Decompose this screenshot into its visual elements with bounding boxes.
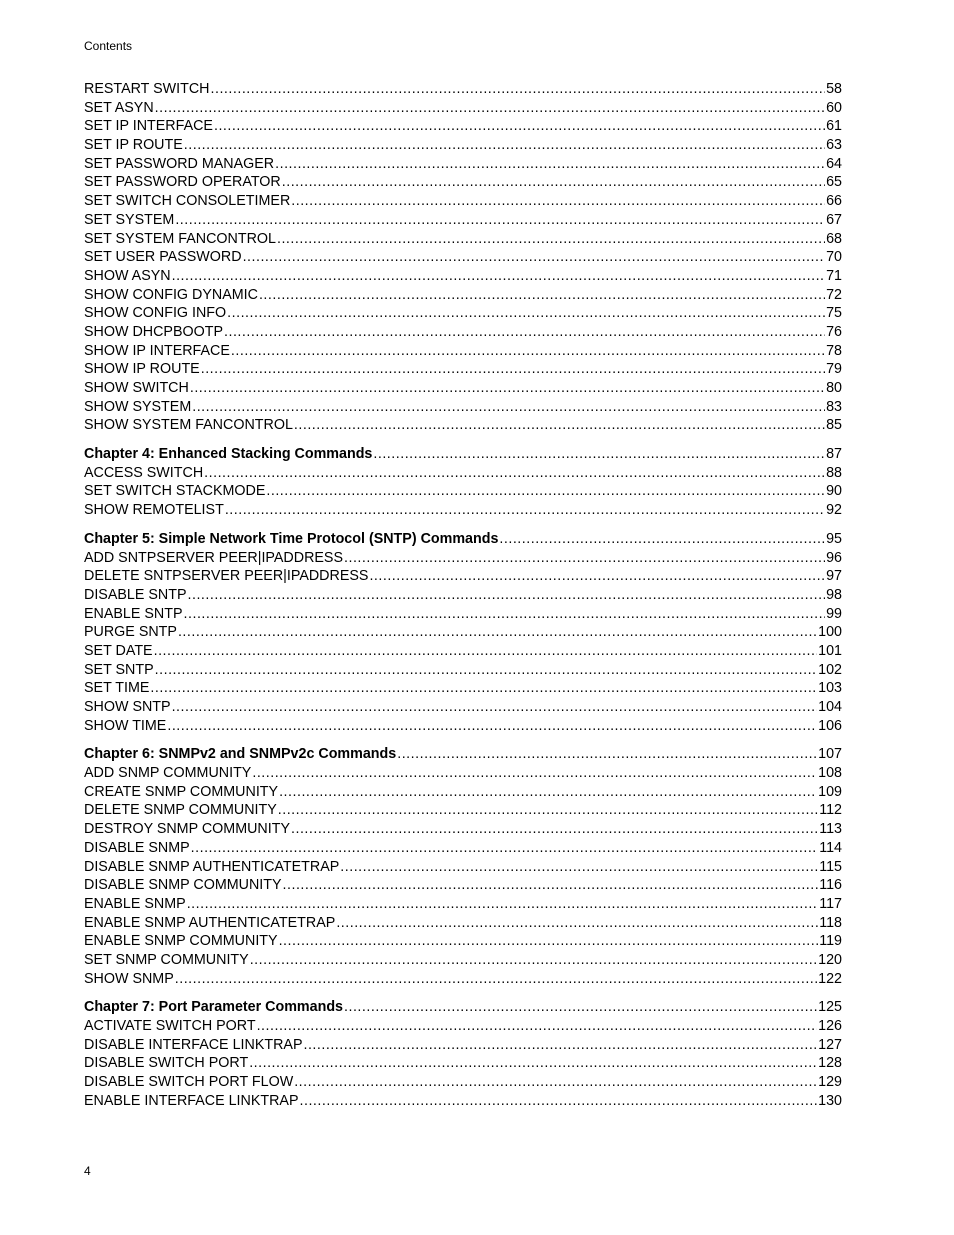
dot-leader (188, 586, 826, 605)
entry-title: SET IP INTERFACE (84, 118, 213, 135)
entry-title: ENABLE SNTP (84, 605, 183, 622)
entry-title: ENABLE SNMP (84, 895, 186, 912)
page-ref: 102 (818, 661, 842, 678)
dot-leader (252, 764, 817, 783)
page-ref: 70 (826, 249, 842, 266)
entry-title: SHOW SYSTEM (84, 398, 192, 415)
entry-title: DELETE SNTPSERVER PEER|IPADDRESS (84, 568, 369, 585)
entry-title: PURGE SNTP (84, 624, 177, 641)
page-ref: 78 (826, 342, 842, 359)
entry-title: SET SWITCH STACKMODE (84, 483, 266, 500)
entry-title: DELETE SNMP COMMUNITY (84, 802, 277, 819)
page-ref: 66 (826, 193, 842, 210)
dot-leader (275, 155, 825, 174)
dot-leader (154, 642, 818, 661)
toc-entry[interactable] (84, 895, 842, 914)
page-ref: 98 (826, 586, 842, 603)
toc-entry[interactable] (84, 914, 842, 933)
page-ref: 103 (818, 680, 842, 697)
page-ref: 85 (826, 417, 842, 434)
toc-entry[interactable] (84, 549, 842, 568)
toc-entry[interactable] (84, 342, 842, 361)
entry-title: ADD SNMP COMMUNITY (84, 765, 252, 782)
entry-title: ACTIVATE SWITCH PORT (84, 1018, 256, 1034)
dot-leader (336, 914, 818, 933)
entry-title: SHOW CONFIG INFO (84, 305, 227, 322)
entry-title: SET SWITCH CONSOLETIMER (84, 193, 291, 210)
dot-leader (225, 501, 825, 520)
dot-leader (243, 248, 826, 267)
dot-leader (259, 286, 825, 305)
dot-leader (279, 783, 817, 802)
chapter-title: Chapter 5: Simple Network Time Protocol (SNTP) Commands (84, 530, 499, 547)
page-ref: 117 (819, 895, 842, 912)
toc-entry[interactable] (84, 764, 842, 783)
entry-title: DISABLE SNMP (84, 839, 190, 856)
dot-leader (167, 717, 817, 736)
toc-entry[interactable] (84, 839, 842, 858)
page-ref: 127 (818, 1036, 842, 1053)
entry-title: ENABLE SNMP AUTHENTICATETRAP (84, 914, 336, 931)
entry-title: SHOW SWITCH (84, 380, 189, 396)
page-ref: 107 (818, 746, 842, 763)
entry-title: SET ASYN (84, 99, 154, 116)
page-ref: 101 (818, 642, 842, 659)
entry-title: DISABLE INTERFACE LINKTRAP (84, 1036, 303, 1053)
toc-chapter-heading[interactable] (84, 530, 842, 549)
toc-entry[interactable] (84, 304, 842, 323)
page-ref: 130 (818, 1092, 842, 1109)
entry-title: DISABLE SWITCH PORT FLOW (84, 1074, 294, 1091)
page-ref: 92 (826, 502, 842, 519)
toc-entry[interactable] (84, 192, 842, 211)
toc-entry[interactable] (84, 679, 842, 698)
toc-section (84, 998, 842, 1110)
dot-leader (283, 876, 819, 895)
toc-entry[interactable] (84, 464, 842, 483)
dot-leader (155, 661, 817, 680)
toc-entry[interactable] (84, 155, 842, 174)
entry-title: RESTART SWITCH (84, 81, 210, 97)
entry-title: DESTROY SNMP COMMUNITY (84, 821, 290, 838)
page-ref: 72 (826, 286, 842, 303)
dot-leader (227, 304, 825, 323)
page-ref: 71 (826, 267, 842, 284)
toc-entry[interactable] (84, 117, 842, 136)
dot-leader (201, 360, 825, 379)
toc-entry[interactable] (84, 783, 842, 802)
dot-leader (294, 1073, 817, 1092)
dot-leader (373, 445, 825, 464)
entry-title: SET TIME (84, 680, 150, 697)
page-ref: 113 (819, 821, 842, 838)
dot-leader (175, 970, 817, 989)
toc-entry[interactable] (84, 1073, 842, 1092)
toc-entry[interactable] (84, 267, 842, 286)
dot-leader (187, 895, 819, 914)
entry-title: DISABLE SNMP AUTHENTICATETRAP (84, 858, 340, 875)
toc-entry[interactable] (84, 1017, 842, 1036)
dot-leader (266, 482, 825, 501)
entry-title: SHOW ASYN (84, 267, 171, 284)
entry-title: SET USER PASSWORD (84, 249, 242, 266)
page-ref: 87 (826, 446, 842, 463)
dot-leader (175, 211, 825, 230)
chapter-title: Chapter 7: Port Parameter Commands (84, 999, 344, 1016)
toc-entry[interactable] (84, 801, 842, 820)
page-ref: 129 (818, 1074, 842, 1091)
dot-leader (249, 1054, 817, 1073)
page-ref: 80 (826, 380, 842, 396)
dot-leader (397, 745, 817, 764)
page-ref: 109 (818, 783, 842, 800)
entry-title: SHOW SNTP (84, 699, 171, 715)
entry-title: SET SNMP COMMUNITY (84, 951, 249, 968)
dot-leader (178, 623, 817, 642)
page-ref: 108 (818, 765, 842, 782)
dot-leader (184, 136, 825, 155)
toc-entry[interactable] (84, 858, 842, 877)
dot-leader (172, 698, 818, 717)
dot-leader (344, 998, 817, 1017)
dot-leader (291, 820, 818, 839)
dot-leader (150, 679, 817, 698)
toc-entry[interactable] (84, 136, 842, 155)
toc-entry[interactable] (84, 951, 842, 970)
page-ref: 122 (818, 970, 842, 987)
page-ref: 120 (818, 951, 842, 968)
page-ref: 116 (819, 877, 842, 894)
chapter-title: Chapter 4: Enhanced Stacking Commands (84, 446, 373, 463)
dot-leader (279, 932, 819, 951)
page-ref: 79 (826, 361, 842, 378)
entry-title: SHOW IP INTERFACE (84, 342, 230, 359)
page-ref: 125 (818, 999, 842, 1016)
page-ref: 61 (826, 118, 842, 135)
toc-section (84, 745, 842, 988)
entry-title: ACCESS SWITCH (84, 464, 204, 481)
dot-leader (344, 549, 825, 568)
entry-title: SET SNTP (84, 661, 154, 678)
toc-entry[interactable] (84, 416, 842, 435)
toc-entry[interactable] (84, 1092, 842, 1111)
toc-chapter-heading[interactable] (84, 445, 842, 464)
dot-leader (172, 267, 826, 286)
dot-leader (214, 117, 825, 136)
entry-title: SET DATE (84, 642, 153, 659)
page-ref: 118 (819, 914, 842, 931)
page-number: 4 (84, 1164, 91, 1178)
toc-entry[interactable] (84, 323, 842, 342)
dot-leader (155, 99, 825, 118)
entry-title: SET SYSTEM (84, 211, 175, 228)
entry-title: DISABLE SWITCH PORT (84, 1055, 249, 1072)
page-ref: 83 (826, 398, 842, 415)
dot-leader (340, 858, 818, 877)
chapter-title: Chapter 6: SNMPv2 and SNMPv2c Commands (84, 746, 397, 763)
dot-leader (291, 192, 825, 211)
page-ref: 100 (818, 624, 842, 641)
toc-section (84, 445, 842, 520)
toc-entry[interactable] (84, 360, 842, 379)
dot-leader (277, 230, 825, 249)
page-ref: 119 (819, 933, 842, 950)
entry-title: SHOW DHCPBOOTP (84, 323, 224, 340)
page-ref: 112 (819, 802, 842, 819)
dot-leader (231, 342, 825, 361)
toc-entry[interactable] (84, 501, 842, 520)
dot-leader (191, 839, 819, 858)
dot-leader (499, 530, 825, 549)
toc-entry[interactable] (84, 698, 842, 717)
page-ref: 126 (818, 1018, 842, 1034)
dot-leader (190, 379, 825, 398)
entry-title: SHOW TIME (84, 717, 167, 734)
dot-leader (369, 567, 825, 586)
toc-entry[interactable] (84, 876, 842, 895)
toc-entry[interactable] (84, 661, 842, 680)
toc-entry[interactable] (84, 642, 842, 661)
entry-title: SET SYSTEM FANCONTROL (84, 230, 276, 247)
dot-leader (192, 398, 825, 417)
dot-leader (257, 1017, 818, 1036)
page-ref: 68 (826, 230, 842, 247)
toc-entry[interactable] (84, 482, 842, 501)
page-ref: 88 (826, 464, 842, 481)
toc-entry[interactable] (84, 1036, 842, 1055)
dot-leader (204, 464, 825, 483)
page-ref: 128 (818, 1055, 842, 1072)
dot-leader (300, 1092, 818, 1111)
toc-entry[interactable] (84, 286, 842, 305)
entry-title: SET IP ROUTE (84, 137, 183, 154)
entry-title: ENABLE INTERFACE LINKTRAP (84, 1092, 299, 1109)
toc-entry[interactable] (84, 567, 842, 586)
toc-section (84, 80, 842, 435)
page-ref: 114 (819, 839, 842, 856)
entry-title: SHOW SYSTEM FANCONTROL (84, 417, 293, 434)
page-ref: 76 (826, 323, 842, 340)
page-ref: 58 (826, 81, 842, 97)
dot-leader (184, 605, 826, 624)
toc-entry[interactable] (84, 970, 842, 989)
page-ref: 97 (826, 568, 842, 585)
page-header: Contents (84, 39, 133, 53)
page-ref: 106 (818, 717, 842, 734)
toc-chapter-heading[interactable] (84, 998, 842, 1017)
toc-entry[interactable] (84, 248, 842, 267)
dot-leader (303, 1036, 817, 1055)
toc-entry[interactable] (84, 99, 842, 118)
page-ref: 60 (826, 99, 842, 116)
dot-leader (294, 416, 825, 435)
dot-leader (224, 323, 825, 342)
page-ref: 99 (826, 605, 842, 622)
dot-leader (278, 801, 818, 820)
page-ref: 104 (818, 699, 842, 715)
toc-entry[interactable] (84, 932, 842, 951)
toc-entry[interactable] (84, 173, 842, 192)
entry-title: SHOW SNMP (84, 970, 174, 987)
toc-entry[interactable] (84, 230, 842, 249)
entry-title: ADD SNTPSERVER PEER|IPADDRESS (84, 549, 344, 566)
entry-title: SHOW REMOTELIST (84, 502, 224, 519)
toc-chapter-heading[interactable] (84, 745, 842, 764)
table-of-contents (84, 80, 842, 1120)
page-ref: 96 (826, 549, 842, 566)
toc-section (84, 530, 842, 736)
dot-leader (250, 951, 817, 970)
entry-title: SET PASSWORD OPERATOR (84, 174, 281, 191)
page-ref: 95 (826, 530, 842, 547)
entry-title: DISABLE SNTP (84, 586, 187, 603)
page-ref: 115 (819, 858, 842, 875)
toc-entry[interactable] (84, 211, 842, 230)
toc-entry[interactable] (84, 820, 842, 839)
page-ref: 75 (826, 305, 842, 322)
dot-leader (211, 80, 826, 99)
toc-entry[interactable] (84, 1054, 842, 1073)
toc-entry[interactable] (84, 379, 842, 398)
dot-leader (282, 173, 825, 192)
toc-entry[interactable] (84, 623, 842, 642)
entry-title: CREATE SNMP COMMUNITY (84, 783, 279, 800)
page-ref: 67 (826, 211, 842, 228)
entry-title: SHOW IP ROUTE (84, 361, 200, 378)
entry-title: SET PASSWORD MANAGER (84, 155, 275, 172)
toc-entry[interactable] (84, 586, 842, 605)
entry-title: ENABLE SNMP COMMUNITY (84, 933, 278, 950)
toc-entry[interactable] (84, 80, 842, 99)
toc-entry[interactable] (84, 398, 842, 417)
entry-title: DISABLE SNMP COMMUNITY (84, 877, 282, 894)
toc-entry[interactable] (84, 605, 842, 624)
page-ref: 63 (826, 137, 842, 154)
page-ref: 64 (826, 155, 842, 172)
entry-title: SHOW CONFIG DYNAMIC (84, 286, 258, 303)
page-ref: 90 (826, 483, 842, 500)
page-ref: 65 (826, 174, 842, 191)
toc-entry[interactable] (84, 717, 842, 736)
